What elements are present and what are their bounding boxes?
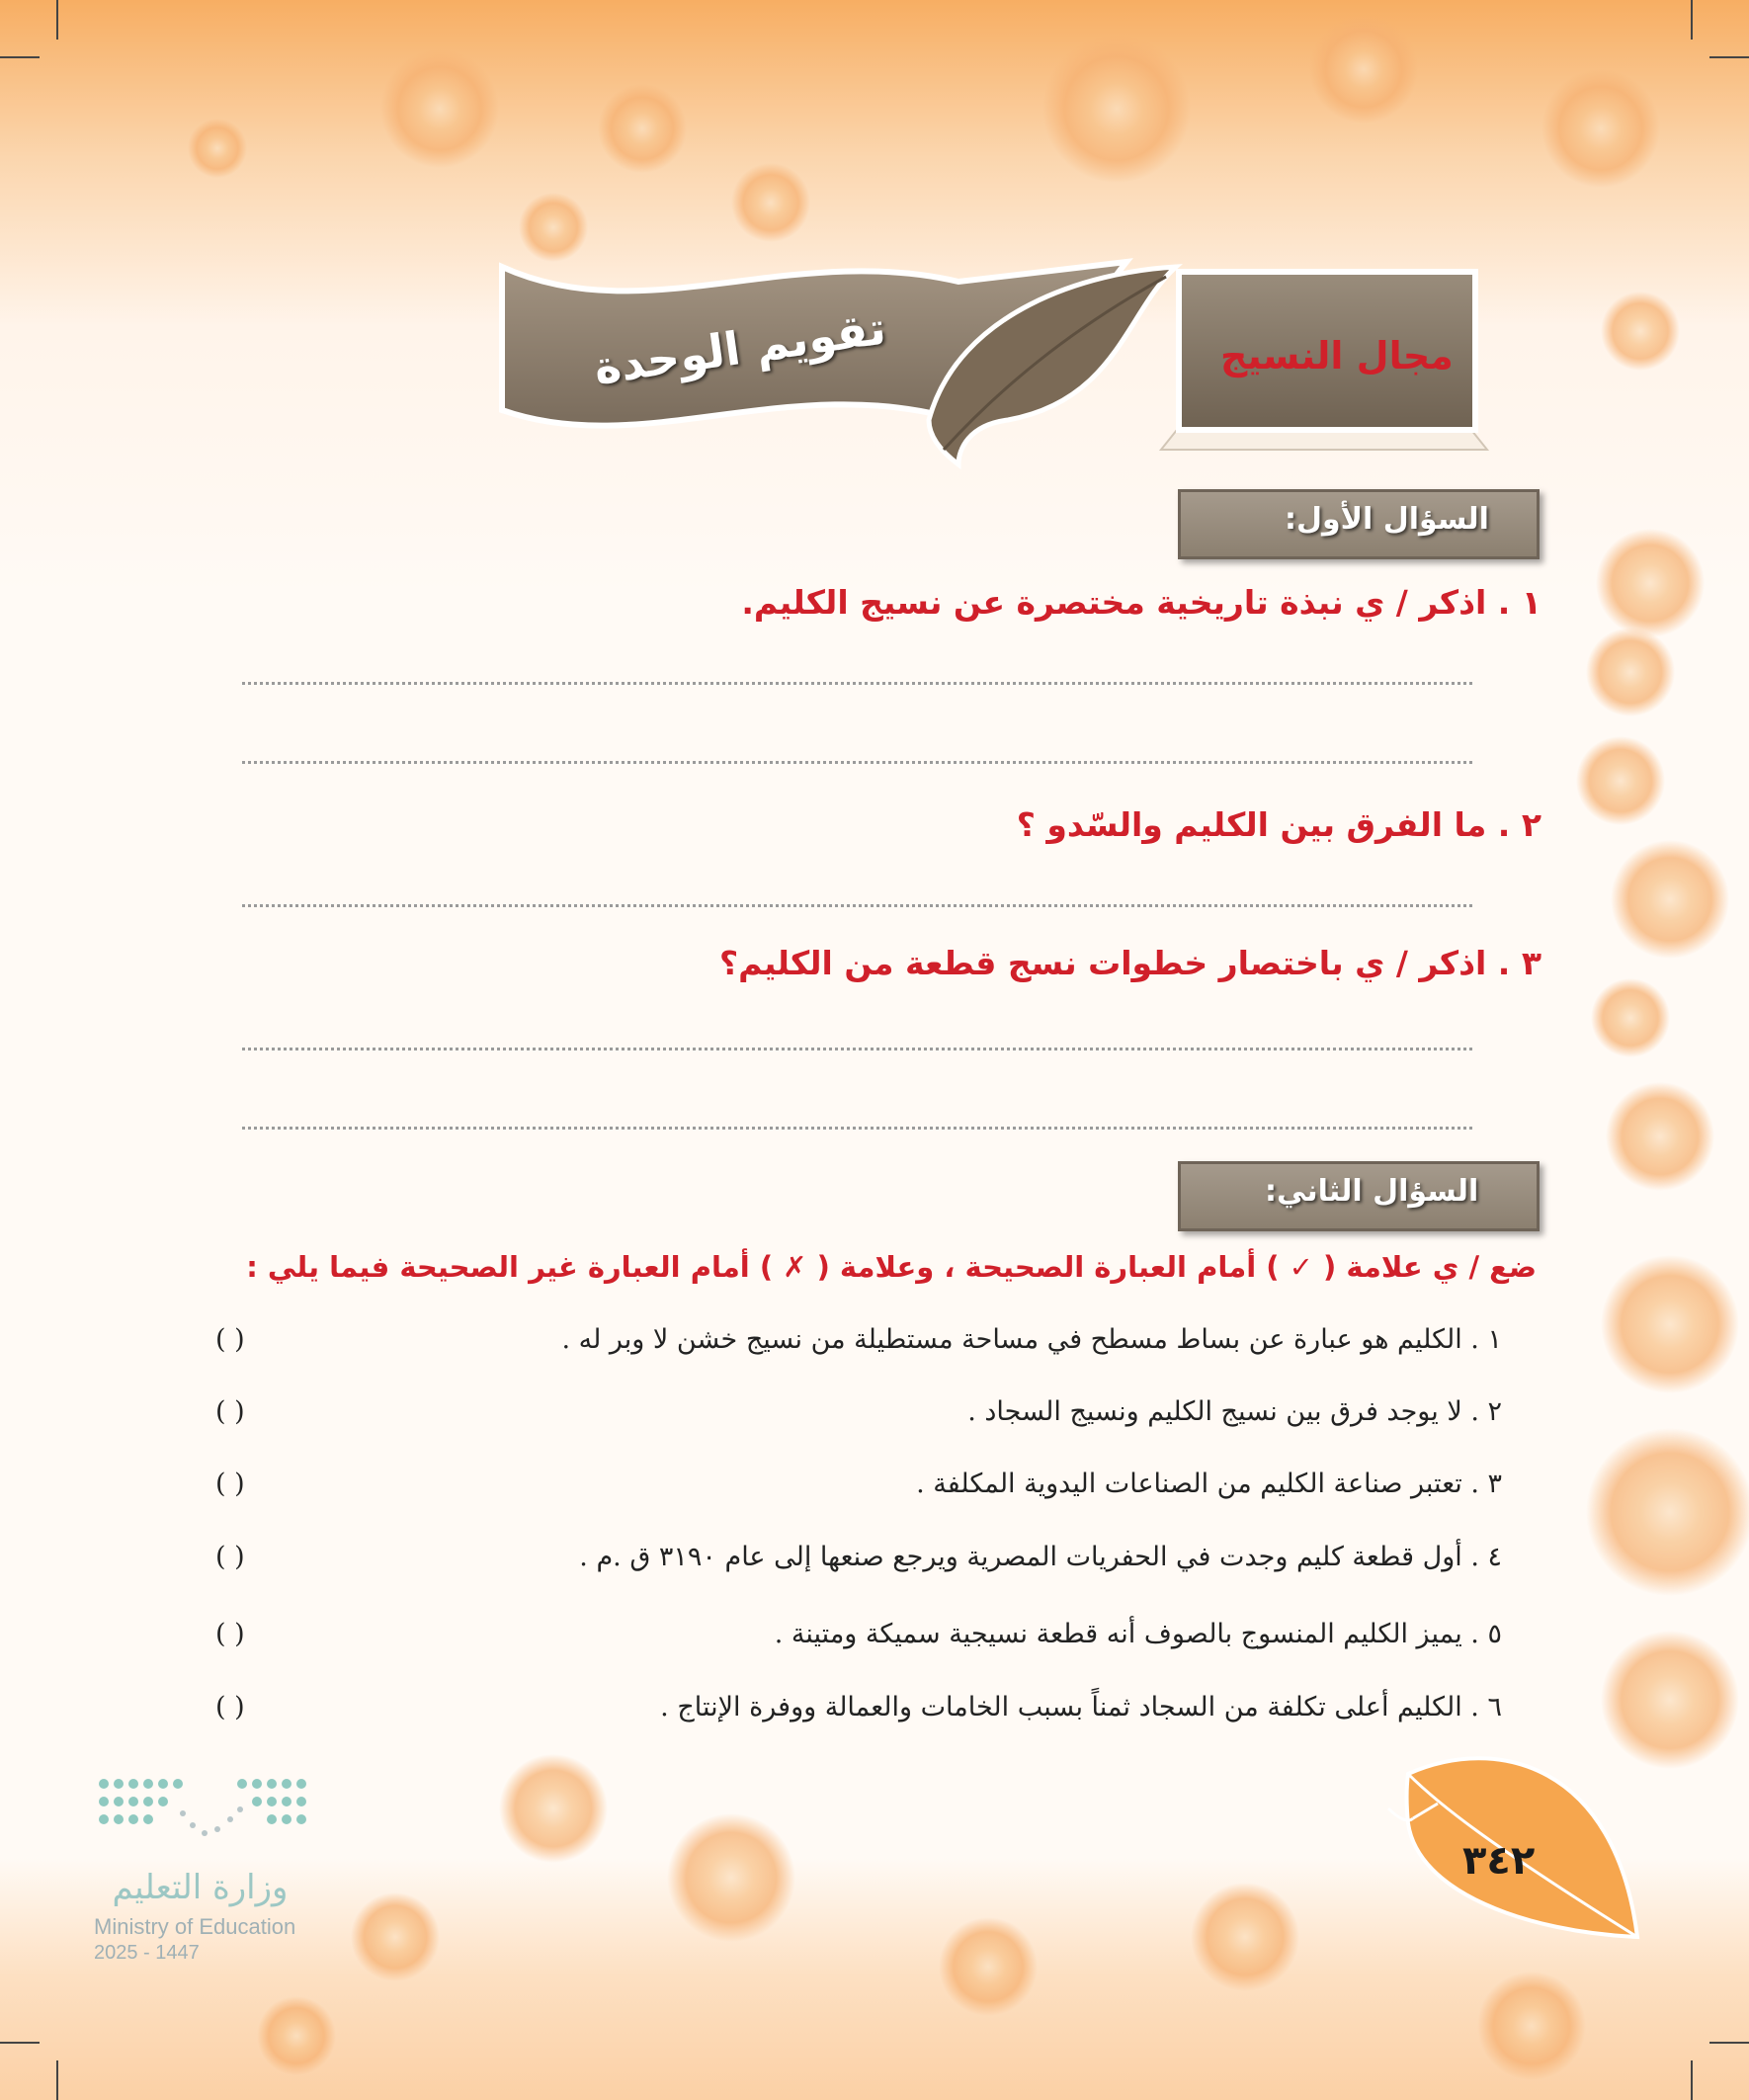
crop-mark [56, 0, 58, 40]
crop-mark [1709, 56, 1749, 58]
ministry-name-ar: وزارة التعليم [112, 1868, 289, 1907]
question-1: ١ . اذكر / ي نبذة تاريخية مختصرة عن نسيج الكليم. [741, 583, 1541, 622]
crop-mark [0, 56, 40, 58]
banner-title: تقويم الوحدة [590, 300, 889, 395]
answer-box[interactable]: ( ) [215, 1469, 245, 1499]
section2-title: السؤال الثاني: [1265, 1174, 1479, 1209]
answer-box[interactable]: ( ) [215, 1396, 245, 1427]
answer-box[interactable]: ( ) [215, 1619, 245, 1649]
statement: ٦ . الكليم أعلى تكلفة من السجاد ثمناً بسبب الخامات والعمالة ووفرة الإنتاج . [660, 1692, 1502, 1722]
statement: ٤ . أول قطعة كليم وجدت في الحفريات المصرية ويرجع صنعها إلى عام ٣١٩٠ ق .م . [579, 1542, 1502, 1572]
statement: ٢ . لا يوجد فرق بين نسيج الكليم ونسيج السجاد . [967, 1396, 1502, 1427]
answer-box[interactable]: ( ) [215, 1692, 245, 1722]
ministry-year: 2025 - 1447 [94, 1942, 200, 1964]
crop-mark [1691, 0, 1693, 40]
page-number: ٣٤٢ [1462, 1838, 1536, 1884]
crop-mark [56, 2060, 58, 2100]
field-label: مجال النسيج [1220, 334, 1454, 378]
ministry-name-en: Ministry of Education [94, 1914, 296, 1939]
instruction: ضع / ي علامة ( ✓ ) أمام العبارة الصحيحة ، وعلامة ( ✗ ) أمام العبارة غير الصحيحة فيما يلي : [246, 1250, 1537, 1284]
crop-mark [1691, 2060, 1693, 2100]
statement: ٣ . تعتبر صناعة الكليم من الصناعات اليدوية المكلفة . [916, 1469, 1502, 1499]
answer-line [242, 682, 1472, 685]
question-3: ٣ . اذكر / ي باختصار خطوات نسج قطعة من الكليم؟ [718, 944, 1541, 982]
answer-box[interactable]: ( ) [215, 1542, 245, 1572]
crop-mark [1709, 2042, 1749, 2044]
ministry-logo-icon [94, 1774, 321, 1873]
statement: ٥ . يميز الكليم المنسوج بالصوف أنه قطعة نسيجية سميكة ومتينة . [774, 1619, 1502, 1649]
answer-line [242, 1127, 1472, 1130]
section1-title: السؤال الأول: [1285, 502, 1489, 537]
answer-line [242, 761, 1472, 764]
answer-box[interactable]: ( ) [215, 1324, 245, 1355]
answer-line [242, 1048, 1472, 1050]
answer-line [242, 904, 1472, 907]
crop-mark [0, 2042, 40, 2044]
question-2: ٢ . ما الفرق بين الكليم والسّدو ؟ [1016, 805, 1541, 844]
statement: ١ . الكليم هو عبارة عن بساط مسطح في مساحة مستطيلة من نسيج خشن لا وبر له . [561, 1324, 1502, 1355]
